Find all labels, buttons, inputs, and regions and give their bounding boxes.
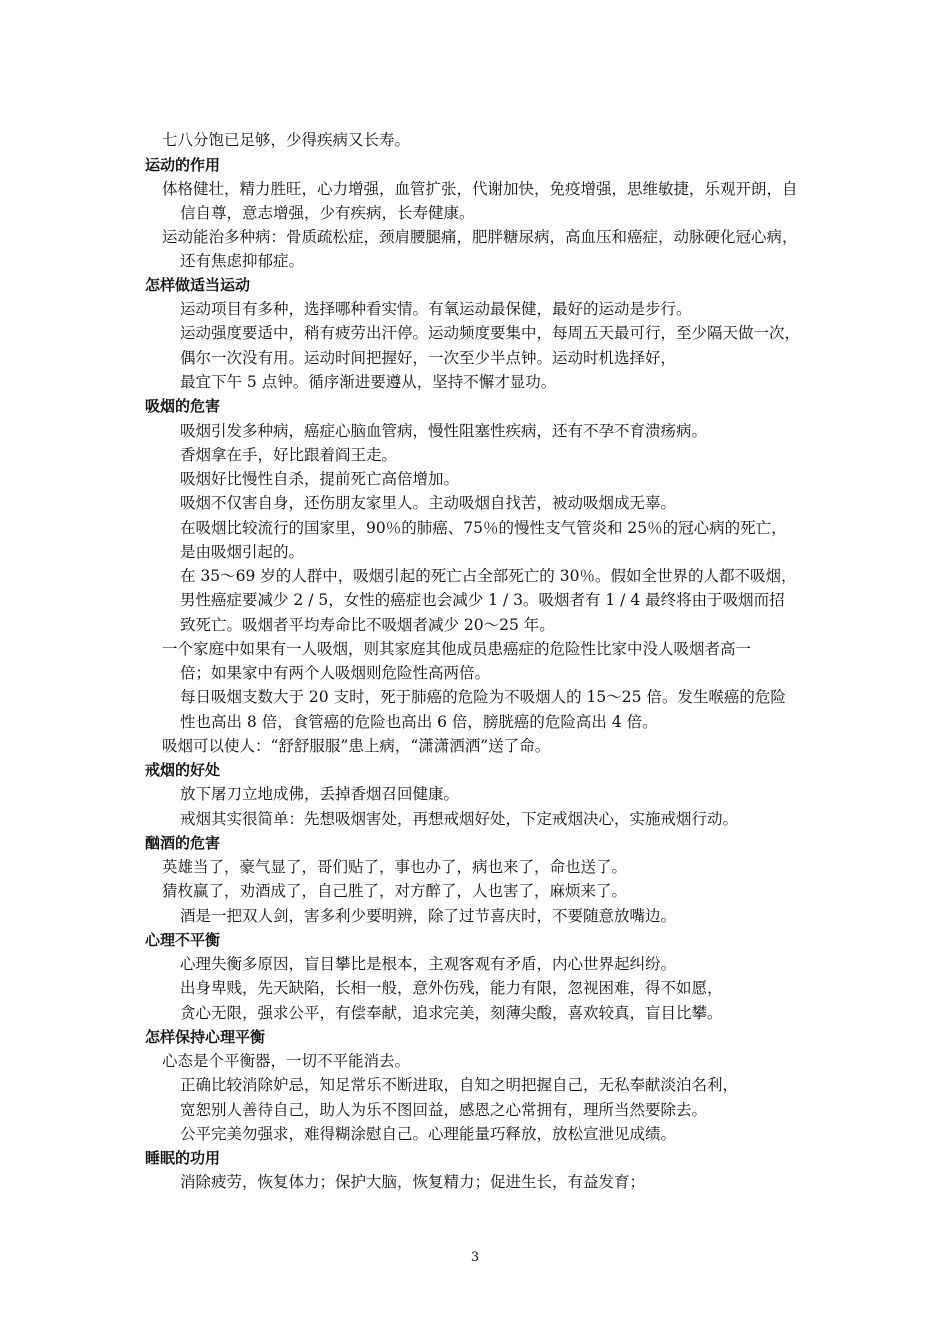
- text-line: 运动能治多种病：骨质疏松症，颈肩腰腿痛，肥胖糖尿病，高血压和癌症，动脉硬化冠心病，: [162, 228, 798, 246]
- text-line: 戒烟其实很简单：先想吸烟害处，再想戒烟好处，下定戒烟决心，实施戒烟行动。: [180, 810, 739, 828]
- page-number: 3: [470, 1250, 480, 1265]
- text-line: 吸烟引发多种病，癌症心脑血管病，慢性阻塞性疾病，还有不孕不育溃疡病。: [180, 422, 708, 440]
- section-heading: 睡眠的功用: [145, 1149, 221, 1167]
- text-line: 吸烟可以使人：“舒舒服服”患上病，“潇潇洒洒”送了命。: [162, 737, 551, 755]
- section-heading: 怎样做适当运动: [145, 276, 251, 294]
- section-heading: 怎样保持心理平衡: [145, 1028, 266, 1046]
- text-line: 公平完美勿强求，难得糊涂慰自己。心理能量巧释放，放松宣泄见成绩。: [180, 1125, 677, 1143]
- text-line: 吸烟不仅害自身，还伤朋友家里人。主动吸烟自找苦，被动吸烟成无辜。: [180, 494, 677, 512]
- text-line: 运动项目有多种，选择哪种看实情。有氧运动最保健，最好的运动是步行。: [180, 300, 692, 318]
- text-line: 在吸烟比较流行的国家里，90％的肺癌、75％的慢性支气管炎和 25％的冠心病的死亡，: [180, 519, 787, 537]
- text-line: 贪心无限，强求公平，有偿奉献，追求完美，刻薄尖酸，喜欢较真，盲目比攀。: [180, 1004, 723, 1022]
- text-line: 出身卑贱，先天缺陷，长相一般，意外伤残，能力有限，忽视困难，得不如愿，: [180, 979, 723, 997]
- text-line: 消除疲劳，恢复体力；保护大脑，恢复精力；促进生长，有益发育；: [180, 1173, 646, 1191]
- section-heading: 心理不平衡: [145, 931, 221, 949]
- text-line: 运动强度要适中，稍有疲劳出汗停。运动频度要集中，每周五天最可行，至少隔天做一次，: [180, 324, 801, 342]
- text-line: 在 35～69 岁的人群中，吸烟引起的死亡占全部死亡的 30％。假如全世界的人都不吸烟，: [180, 567, 797, 585]
- text-line: 还有焦虑抑郁症。: [180, 252, 305, 270]
- text-line: 七八分饱已足够，少得疾病又长寿。: [162, 131, 411, 149]
- text-line: 男性癌症要减少 2 / 5，女性的癌症也会减少 1 / 3。吸烟者有 1 / 4 最终将由于吸烟而招: [180, 591, 785, 609]
- text-line: 一个家庭中如果有一人吸烟，则其家庭其他成员患癌症的危险性比家中没人吸烟者高一: [162, 640, 752, 658]
- text-line: 性也高出 8 倍，食管癌的危险也高出 6 倍，膀胱癌的危险高出 4 倍。: [180, 713, 658, 731]
- text-line: 每日吸烟支数大于 20 支时，死于肺癌的危险为不吸烟人的 15～25 倍。发生喉癌的危险: [180, 688, 786, 706]
- text-line: 信自尊，意志增强，少有疾病，长寿健康。: [180, 204, 475, 222]
- section-heading: 戒烟的好处: [145, 761, 221, 779]
- section-heading: 吸烟的危害: [145, 397, 221, 415]
- text-line: 放下屠刀立地成佛，丢掉香烟召回健康。: [180, 785, 460, 803]
- text-line: 宽恕别人善待自己，助人为乐不图回益，感恩之心常拥有，理所当然要除去。: [180, 1101, 708, 1119]
- text-line: 吸烟好比慢性自杀，提前死亡高倍增加。: [180, 470, 460, 488]
- text-line: 英雄当了，豪气显了，哥们贴了，事也办了，病也来了，命也送了。: [162, 858, 628, 876]
- text-line: 体格健壮，精力胜旺，心力增强，血管扩张，代谢加快，免疫增强，思维敏捷，乐观开朗，自: [162, 180, 798, 198]
- text-line: 心理失衡多原因，盲目攀比是根本，主观客观有矛盾，内心世界起纠纷。: [180, 955, 677, 973]
- text-line: 猜枚赢了，劝酒成了，自己胜了，对方醉了，人也害了，麻烦来了。: [162, 882, 628, 900]
- text-line: 香烟拿在手，好比跟着阎王走。: [180, 446, 398, 464]
- section-heading: 酗酒的危害: [145, 834, 221, 852]
- text-line: 偶尔一次没有用。运动时间把握好，一次至少半点钟。运动时机选择好，: [180, 349, 677, 367]
- text-line: 倍；如果家中有两个人吸烟则危险性高两倍。: [180, 664, 491, 682]
- text-line: 正确比较消除妒忌，知足常乐不断进取，自知之明把握自己，无私奉献淡泊名利，: [180, 1076, 739, 1094]
- text-line: 心态是个平衡器，一切不平能消去。: [162, 1052, 411, 1070]
- section-heading: 运动的作用: [145, 156, 221, 174]
- text-line: 最宜下午 5 点钟。循序渐进要遵从，坚持不懈才显功。: [180, 373, 557, 391]
- text-line: 酒是一把双人剑，害多利少要明辨，除了过节喜庆时，不要随意放嘴边。: [180, 907, 677, 925]
- text-line: 是由吸烟引起的。: [180, 543, 305, 561]
- text-line: 致死亡。吸烟者平均寿命比不吸烟者减少 20～25 年。: [180, 616, 555, 634]
